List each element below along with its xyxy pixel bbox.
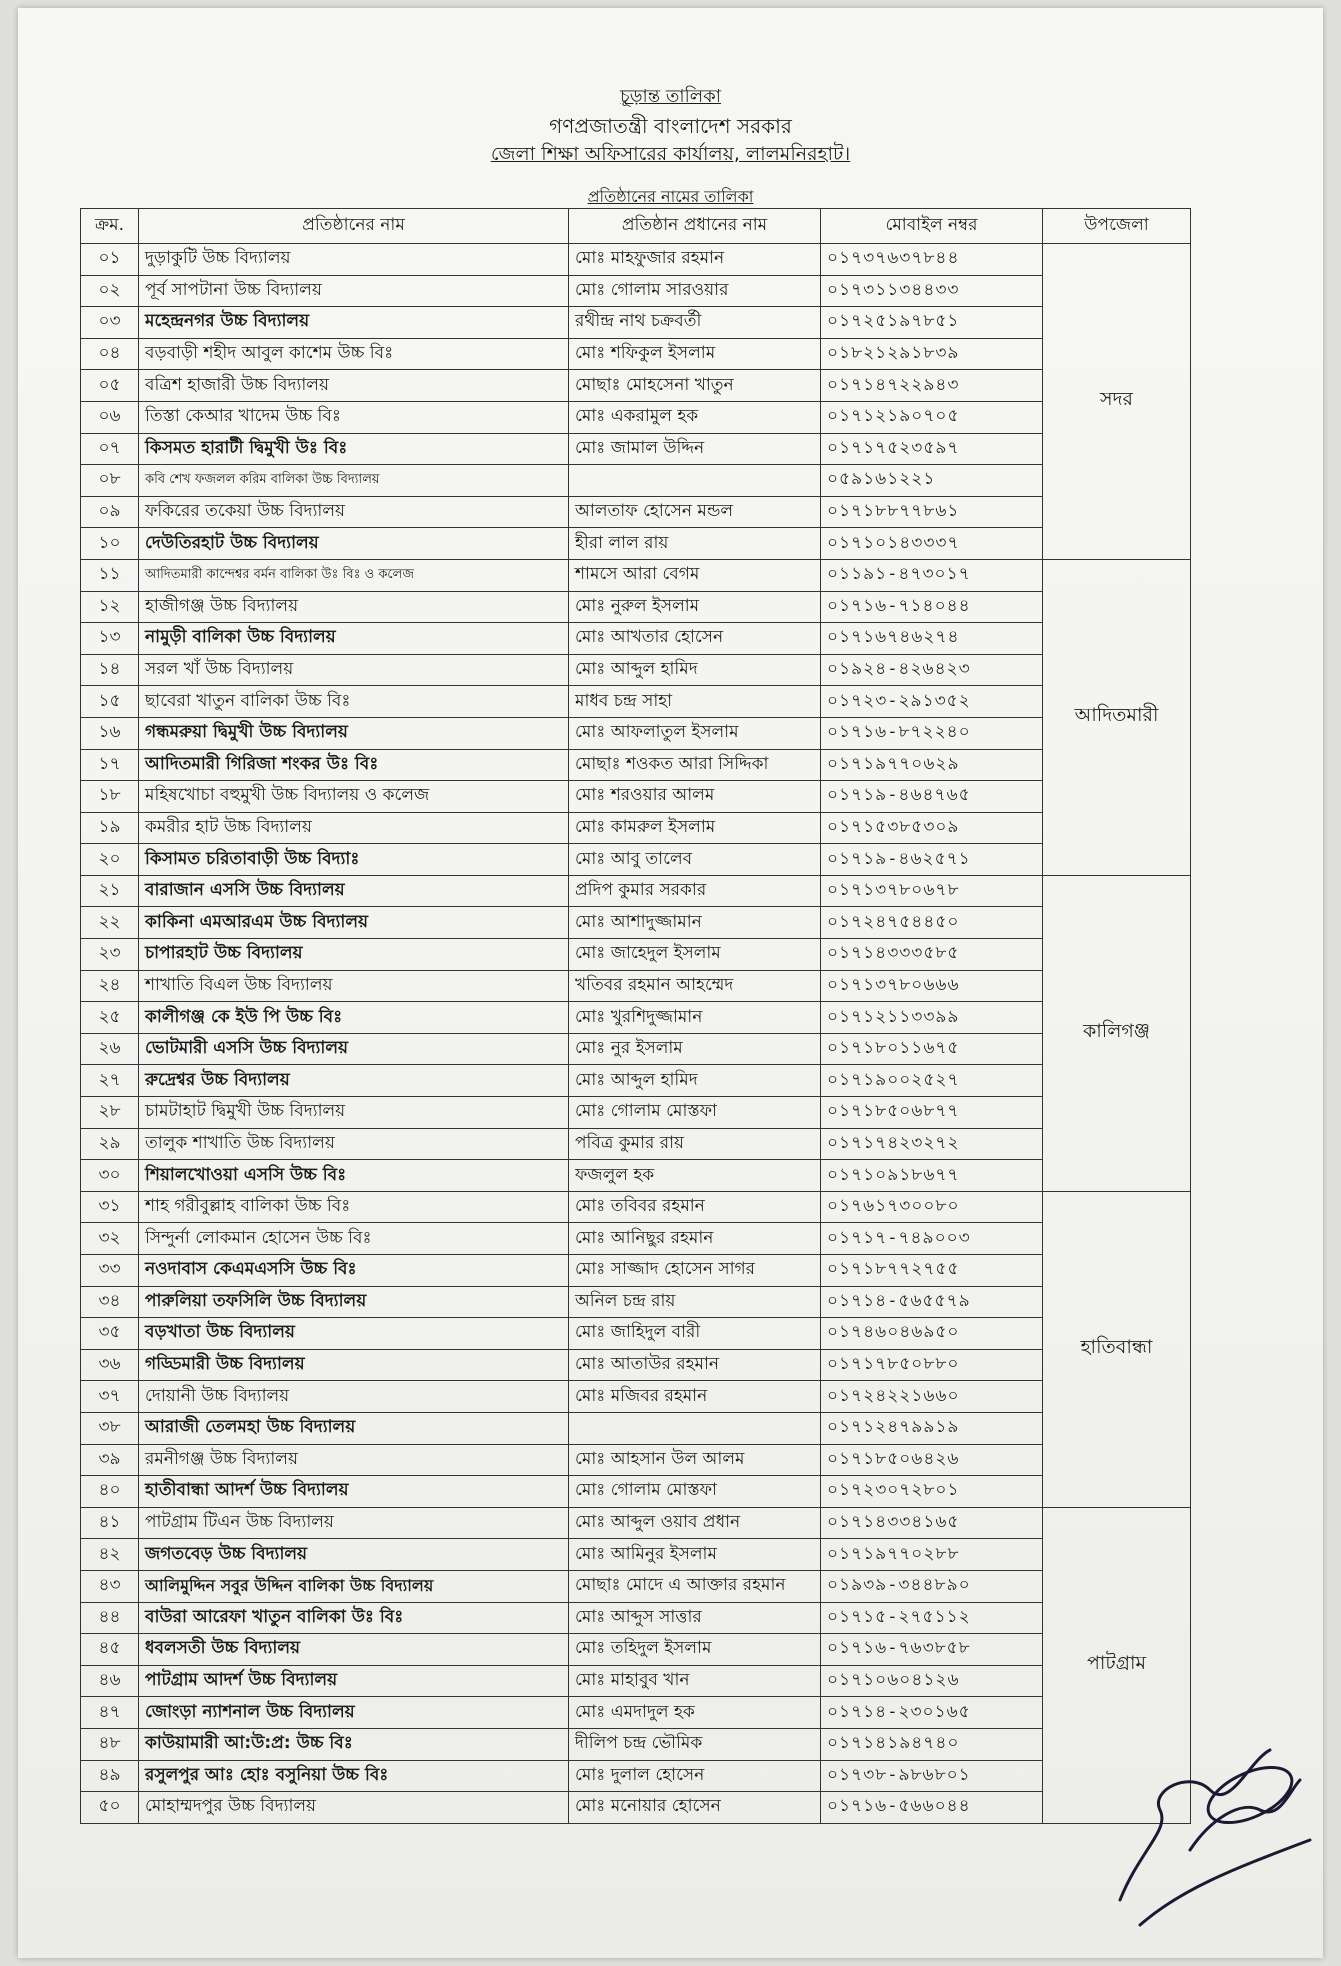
- head-name-cell: মোঃ আব্দুস সাত্তার: [569, 1602, 821, 1634]
- institution-name-cell: রমনীগঞ্জ উচ্চ বিদ্যালয়: [139, 1444, 569, 1476]
- institution-name-cell: কিসামত চরিতাবাড়ী উচ্চ বিদ্যাঃ: [139, 844, 569, 876]
- head-name-cell: রথীন্দ্র নাথ চক্রবর্তী: [569, 307, 821, 339]
- head-name-cell: ফজলুল হক: [569, 1160, 821, 1192]
- head-name-cell: মোঃ আহসান উল আলম: [569, 1444, 821, 1476]
- head-name-cell: মোঃ মনোয়ার হোসেন: [569, 1792, 821, 1824]
- serial-cell: ০৫: [81, 370, 139, 402]
- upazila-cell: পাটগ্রাম: [1043, 1507, 1191, 1823]
- institution-name-cell: দোয়ানী উচ্চ বিদ্যালয়: [139, 1381, 569, 1413]
- mobile-cell: ০১৭১৭৪২৩২৭২: [821, 1128, 1043, 1160]
- head-name-cell: মোঃ গোলাম সারওয়ার: [569, 275, 821, 307]
- head-name-cell: অনিল চন্দ্র রায়: [569, 1286, 821, 1318]
- mobile-cell: ০১৭৩৭৬৩৭৮৪৪: [821, 244, 1043, 276]
- mobile-cell: ০১৭১০৯১৮৬৭৭: [821, 1160, 1043, 1192]
- serial-cell: ১৩: [81, 623, 139, 655]
- institution-name-cell: তালুক শাখাতি উচ্চ বিদ্যালয়: [139, 1128, 569, 1160]
- serial-cell: ১২: [81, 591, 139, 623]
- institution-table: [80, 208, 1191, 1824]
- head-name-cell: মোঃ নুর ইসলাম: [569, 1033, 821, 1065]
- mobile-cell: ০১৭১০১৪৩৩৩৭: [821, 528, 1043, 560]
- mobile-cell: ০১৭১৭৮৫০৮৮০: [821, 1349, 1043, 1381]
- table-row: [81, 496, 1191, 528]
- table-row: [81, 781, 1191, 813]
- institution-name-cell: চাপারহাট উচ্চ বিদ্যালয়: [139, 939, 569, 971]
- table-row: [81, 1065, 1191, 1097]
- institution-name-cell: বাউরা আরেফা খাতুন বালিকা উঃ বিঃ: [139, 1602, 569, 1634]
- serial-cell: ২৮: [81, 1097, 139, 1129]
- institution-name-cell: হাজীগঞ্জ উচ্চ বিদ্যালয়: [139, 591, 569, 623]
- mobile-cell: ০১৭১৯-৪৬৪৭৬৫: [821, 781, 1043, 813]
- mobile-cell: ০১৭১৯০০২৫২৭: [821, 1065, 1043, 1097]
- head-name-cell: মোঃ নুরুল ইসলাম: [569, 591, 821, 623]
- doc-subtitle: প্রতিষ্ঠানের নামের তালিকা: [587, 187, 754, 206]
- mobile-cell: ০১৭১৯৭৭০৬২৯: [821, 749, 1043, 781]
- institution-name-cell: মহিষখোচা বহুমুখী উচ্চ বিদ্যালয় ও কলেজ: [139, 781, 569, 813]
- mobile-cell: ০১৭১৮০১১৬৭৫: [821, 1033, 1043, 1065]
- institution-name-cell: মোহাম্মদপুর উচ্চ বিদ্যালয়: [139, 1792, 569, 1824]
- head-name-cell: মোঃ খুরশিদুজ্জামান: [569, 1002, 821, 1034]
- col-institution: প্রতিষ্ঠানের নাম: [139, 209, 569, 244]
- institution-name-cell: নামুড়ী বালিকা উচ্চ বিদ্যালয়: [139, 623, 569, 655]
- mobile-cell: ০১৭২৩-২৯১৩৫২: [821, 686, 1043, 718]
- table-row: [81, 1255, 1191, 1287]
- head-name-cell: মোঃ এমদাদুল হক: [569, 1697, 821, 1729]
- head-name-cell: মোঃ দুলাল হোসেন: [569, 1760, 821, 1792]
- head-name-cell: মোঃ আব্দুল ওয়াব প্রধান: [569, 1507, 821, 1539]
- serial-cell: ২৬: [81, 1033, 139, 1065]
- table-row: [81, 623, 1191, 655]
- head-name-cell: আলতাফ হোসেন মন্ডল: [569, 496, 821, 528]
- institution-name-cell: আদিতমারী গিরিজা শংকর উঃ বিঃ: [139, 749, 569, 781]
- table-row: [81, 1728, 1191, 1760]
- upazila-cell: সদর: [1043, 244, 1191, 560]
- mobile-cell: ০১৭১৯৭৭০২৮৮: [821, 1539, 1043, 1571]
- institution-name-cell: বত্রিশ হাজারী উচ্চ বিদ্যালয়: [139, 370, 569, 402]
- serial-cell: ৪১: [81, 1507, 139, 1539]
- institution-name-cell: সিন্দুর্না লোকমান হোসেন উচ্চ বিঃ: [139, 1223, 569, 1255]
- mobile-cell: ০১৭১৬-৫৬৬০৪৪: [821, 1792, 1043, 1824]
- head-name-cell: মোঃ আব্দুল হামিদ: [569, 1065, 821, 1097]
- col-upazila: উপজেলা: [1043, 209, 1191, 244]
- head-name-cell: মোঃ মাহফুজার রহমান: [569, 244, 821, 276]
- institution-name-cell: দুড়াকুটি উচ্চ বিদ্যালয়: [139, 244, 569, 276]
- table-row: [81, 686, 1191, 718]
- table-row: [81, 1223, 1191, 1255]
- serial-cell: ১৪: [81, 654, 139, 686]
- table-row: [81, 370, 1191, 402]
- mobile-cell: ০১৭৪৬০৪৬৯৫০: [821, 1318, 1043, 1350]
- institution-name-cell: ফকিরের তকেয়া উচ্চ বিদ্যালয়: [139, 496, 569, 528]
- serial-cell: ৪২: [81, 1539, 139, 1571]
- serial-cell: ৩৮: [81, 1412, 139, 1444]
- institution-name-cell: পাটগ্রাম টিএন উচ্চ বিদ্যালয়: [139, 1507, 569, 1539]
- table-row: [81, 717, 1191, 749]
- serial-cell: ৪৫: [81, 1634, 139, 1666]
- table-row: [81, 307, 1191, 339]
- mobile-cell: ০১৭১৬৭৪৬২৭৪: [821, 623, 1043, 655]
- serial-cell: ৫০: [81, 1792, 139, 1824]
- serial-cell: ০৩: [81, 307, 139, 339]
- head-name-cell: মোঃ মাহাবুব খান: [569, 1665, 821, 1697]
- institution-name-cell: সরল খাঁ উচ্চ বিদ্যালয়: [139, 654, 569, 686]
- table-row: [81, 1665, 1191, 1697]
- mobile-cell: ০১৭২৪২২১৬৬০: [821, 1381, 1043, 1413]
- head-name-cell: মোঃ গোলাম মোস্তফা: [569, 1476, 821, 1508]
- serial-cell: ৩৪: [81, 1286, 139, 1318]
- table-row: [81, 1507, 1191, 1539]
- table-row: [81, 844, 1191, 876]
- mobile-cell: ০১৭১৪৩৩৪১৬৫: [821, 1507, 1043, 1539]
- mobile-cell: ০১৭১৬-৭৬৩৮৫৮: [821, 1634, 1043, 1666]
- serial-cell: ০১: [81, 244, 139, 276]
- table-row: [81, 1349, 1191, 1381]
- institution-name-cell: বারাজান এসসি উচ্চ বিদ্যালয়: [139, 875, 569, 907]
- table-row: [81, 1412, 1191, 1444]
- mobile-cell: ০১৭২৫১৯৭৮৫১: [821, 307, 1043, 339]
- head-name-cell: মোঃ আবু তালেব: [569, 844, 821, 876]
- mobile-cell: ০১১৯১-৪৭৩০১৭: [821, 559, 1043, 591]
- serial-cell: ১১: [81, 559, 139, 591]
- upazila-cell: হাতিবান্ধা: [1043, 1191, 1191, 1507]
- head-name-cell: [569, 1412, 821, 1444]
- mobile-cell: ০১৭১৫৩৮৫৩০৯: [821, 812, 1043, 844]
- institution-name-cell: মহেন্দ্রনগর উচ্চ বিদ্যালয়: [139, 307, 569, 339]
- head-name-cell: শামসে আরা বেগম: [569, 559, 821, 591]
- serial-cell: ৪০: [81, 1476, 139, 1508]
- head-name-cell: মোছাঃ মোহসেনা খাতুন: [569, 370, 821, 402]
- mobile-cell: ০১৭১৪-২৩০১৬৫: [821, 1697, 1043, 1729]
- head-name-cell: মোঃ শরওয়ার আলম: [569, 781, 821, 813]
- serial-cell: ০৬: [81, 401, 139, 433]
- table-row: [81, 907, 1191, 939]
- table-row: [81, 1634, 1191, 1666]
- mobile-cell: ০১৭১৮৭৭২৭৫৫: [821, 1255, 1043, 1287]
- table-row: [81, 528, 1191, 560]
- table-row: [81, 465, 1191, 497]
- serial-cell: ৪৭: [81, 1697, 139, 1729]
- table-row: [81, 812, 1191, 844]
- table-row: [81, 433, 1191, 465]
- table-row: [81, 559, 1191, 591]
- table-row: [81, 1476, 1191, 1508]
- institution-name-cell: রসুলপুর আঃ হোঃ বসুনিয়া উচ্চ বিঃ: [139, 1760, 569, 1792]
- table-row: [81, 244, 1191, 276]
- institution-name-cell: ভোটমারী এসসি উচ্চ বিদ্যালয়: [139, 1033, 569, 1065]
- institution-name-cell: কাকিনা এমআরএম উচ্চ বিদ্যালয়: [139, 907, 569, 939]
- table-row: [81, 1381, 1191, 1413]
- institution-name-cell: তিস্তা কেআর খাদেম উচ্চ বিঃ: [139, 401, 569, 433]
- institution-name-cell: শাখাতি বিএল উচ্চ বিদ্যালয়: [139, 970, 569, 1002]
- institution-name-cell: জগতবেড় উচ্চ বিদ্যালয়: [139, 1539, 569, 1571]
- head-name-cell: মোঃ আশাদুজ্জামান: [569, 907, 821, 939]
- serial-cell: ৪৪: [81, 1602, 139, 1634]
- head-name-cell: খতিবর রহমান আহম্মেদ: [569, 970, 821, 1002]
- upazila-cell: আদিতমারী: [1043, 559, 1191, 875]
- serial-cell: ২১: [81, 875, 139, 907]
- mobile-cell: ০১৯২৪-৪২৬৪২৩: [821, 654, 1043, 686]
- table-row: [81, 1602, 1191, 1634]
- head-name-cell: মোঃ মজিবর রহমান: [569, 1381, 821, 1413]
- serial-cell: ০৭: [81, 433, 139, 465]
- mobile-cell: ০১৭৩৮-৯৮৬৮০১: [821, 1760, 1043, 1792]
- mobile-cell: ০১৭১৬-৭১৪০৪৪: [821, 591, 1043, 623]
- serial-cell: ১৯: [81, 812, 139, 844]
- institution-name-cell: বড়খাতা উচ্চ বিদ্যালয়: [139, 1318, 569, 1350]
- doc-office: জেলা শিক্ষা অফিসারের কার্যালয়, লালমনিরহাট।: [490, 143, 851, 165]
- institution-name-cell: জোংড়া ন্যাশনাল উচ্চ বিদ্যালয়: [139, 1697, 569, 1729]
- head-name-cell: পবিত্র কুমার রায়: [569, 1128, 821, 1160]
- table-row: [81, 1128, 1191, 1160]
- head-name-cell: মোঃ তহিদুল ইসলাম: [569, 1634, 821, 1666]
- table-row: [81, 1033, 1191, 1065]
- serial-cell: ১০: [81, 528, 139, 560]
- institution-name-cell: গন্ধমরুয়া দ্বিমুখী উচ্চ বিদ্যালয়: [139, 717, 569, 749]
- table-header-row: [81, 209, 1191, 244]
- table-row: [81, 654, 1191, 686]
- mobile-cell: ০১৭১৩৭৮০৬৬৬: [821, 970, 1043, 1002]
- serial-cell: ১৬: [81, 717, 139, 749]
- table-row: [81, 1097, 1191, 1129]
- head-name-cell: [569, 465, 821, 497]
- mobile-cell: ০১৭১৯-৪৬২৫৭১: [821, 844, 1043, 876]
- institution-name-cell: পূর্ব সাপটানা উচ্চ বিদ্যালয়: [139, 275, 569, 307]
- mobile-cell: ০৫৯১৬১২২১: [821, 465, 1043, 497]
- mobile-cell: ০১৭১৪৭২২৯৪৩: [821, 370, 1043, 402]
- head-name-cell: মোঃ গোলাম মোস্তফা: [569, 1097, 821, 1129]
- doc-government: গণপ্রজাতন্ত্রী বাংলাদেশ সরকার: [549, 114, 792, 138]
- table-row: [81, 1002, 1191, 1034]
- serial-cell: ০৯: [81, 496, 139, 528]
- serial-cell: ৪৩: [81, 1570, 139, 1602]
- mobile-cell: ০১৭১৭-৭৪৯০০৩: [821, 1223, 1043, 1255]
- table-row: [81, 401, 1191, 433]
- serial-cell: ৩৬: [81, 1349, 139, 1381]
- serial-cell: ২৯: [81, 1128, 139, 1160]
- serial-cell: ১৮: [81, 781, 139, 813]
- institution-name-cell: গড্ডিমারী উচ্চ বিদ্যালয়: [139, 1349, 569, 1381]
- head-name-cell: মোঃ আনিছুর রহমান: [569, 1223, 821, 1255]
- institution-name-cell: শিয়ালখোওয়া এসসি উচ্চ বিঃ: [139, 1160, 569, 1192]
- mobile-cell: ০১৭১৪-৫৬৫৫৭৯: [821, 1286, 1043, 1318]
- table-row: [81, 1539, 1191, 1571]
- head-name-cell: মোছাঃ শওকত আরা সিদ্দিকা: [569, 749, 821, 781]
- table-row: [81, 939, 1191, 971]
- table-row: [81, 1160, 1191, 1192]
- table-row: [81, 1760, 1191, 1792]
- institution-name-cell: আলিমুদ্দিন সবুর উদ্দিন বালিকা উচ্চ বিদ্যালয়: [139, 1570, 569, 1602]
- head-name-cell: মোঃ আখতার হোসেন: [569, 623, 821, 655]
- mobile-cell: ০১৭১৫-২৭৫১১২: [821, 1602, 1043, 1634]
- head-name-cell: মোঃ জাহেদুল ইসলাম: [569, 939, 821, 971]
- head-name-cell: প্রদিপ কুমার সরকার: [569, 875, 821, 907]
- table-row: [81, 275, 1191, 307]
- mobile-cell: ০১৭৬১৭৩০০৮০: [821, 1191, 1043, 1223]
- table-row: [81, 591, 1191, 623]
- table-row: [81, 1286, 1191, 1318]
- serial-cell: ৪৯: [81, 1760, 139, 1792]
- institution-name-cell: রুদ্রেশ্বর উচ্চ বিদ্যালয়: [139, 1065, 569, 1097]
- serial-cell: ২০: [81, 844, 139, 876]
- mobile-cell: ০১৭১৮৫০৬৪২৬: [821, 1444, 1043, 1476]
- institution-name-cell: হাতীবান্ধা আদর্শ উচ্চ বিদ্যালয়: [139, 1476, 569, 1508]
- col-serial: ক্রম.: [81, 209, 139, 244]
- doc-label: চূড়ান্ত তালিকা: [619, 86, 721, 107]
- mobile-cell: ০১৭১০৬০৪১২৬: [821, 1665, 1043, 1697]
- institution-name-cell: কিসমত হারাটী দ্বিমুখী উঃ বিঃ: [139, 433, 569, 465]
- serial-cell: ০৮: [81, 465, 139, 497]
- mobile-cell: ০১৭১২৪৭৯৯১৯: [821, 1412, 1043, 1444]
- head-name-cell: মাধব চন্দ্র সাহা: [569, 686, 821, 718]
- serial-cell: ৩১: [81, 1191, 139, 1223]
- mobile-cell: ০১৮২১২৯১৮৩৯: [821, 338, 1043, 370]
- institution-name-cell: ছাবেরা খাতুন বালিকা উচ্চ বিঃ: [139, 686, 569, 718]
- institution-name-cell: চামটাহাট দ্বিমুখী উচ্চ বিদ্যালয়: [139, 1097, 569, 1129]
- serial-cell: ৩২: [81, 1223, 139, 1255]
- head-name-cell: মোঃ জামাল উদ্দিন: [569, 433, 821, 465]
- institution-name-cell: কমরীর হাট উচ্চ বিদ্যালয়: [139, 812, 569, 844]
- mobile-cell: ০১৭১৮৮৭৭৮৬১: [821, 496, 1043, 528]
- mobile-cell: ০১৭১৬-৮৭২২৪০: [821, 717, 1043, 749]
- serial-cell: ৪৮: [81, 1728, 139, 1760]
- serial-cell: ৩৯: [81, 1444, 139, 1476]
- institution-name-cell: ধবলসতী উচ্চ বিদ্যালয়: [139, 1634, 569, 1666]
- head-name-cell: মোঃ আব্দুল হামিদ: [569, 654, 821, 686]
- serial-cell: ৩০: [81, 1160, 139, 1192]
- serial-cell: ৪৬: [81, 1665, 139, 1697]
- mobile-cell: ০১৭১২১১৩৩৯৯: [821, 1002, 1043, 1034]
- serial-cell: ২২: [81, 907, 139, 939]
- serial-cell: ১৭: [81, 749, 139, 781]
- mobile-cell: ০১৭১২১৯০৭০৫: [821, 401, 1043, 433]
- institution-name-cell: আদিতমারী কান্দেশ্বর বর্মন বালিকা উঃ বিঃ ও কলেজ: [139, 559, 569, 591]
- mobile-cell: ০১৭২৩০৭২৮০১: [821, 1476, 1043, 1508]
- head-name-cell: মোঃ আমিনুর ইসলাম: [569, 1539, 821, 1571]
- head-name-cell: মোঃ শফিকুল ইসলাম: [569, 338, 821, 370]
- serial-cell: ০২: [81, 275, 139, 307]
- table-row: [81, 749, 1191, 781]
- col-head-name: প্রতিষ্ঠান প্রধানের নাম: [569, 209, 821, 244]
- head-name-cell: মোঃ আতাউর রহমান: [569, 1349, 821, 1381]
- serial-cell: ৩৭: [81, 1381, 139, 1413]
- institution-name-cell: কবি শেখ ফজলল করিম বালিকা উচ্চ বিদ্যালয়: [139, 465, 569, 497]
- head-name-cell: মোঃ আফলাতুল ইসলাম: [569, 717, 821, 749]
- serial-cell: ২৭: [81, 1065, 139, 1097]
- serial-cell: ২৫: [81, 1002, 139, 1034]
- mobile-cell: ০১৭১৮৫০৬৮৭৭: [821, 1097, 1043, 1129]
- institution-name-cell: কাউয়ামারী আ:উ:প্র: উচ্চ বিঃ: [139, 1728, 569, 1760]
- head-name-cell: মোঃ জাহিদুল বারী: [569, 1318, 821, 1350]
- table-row: [81, 1792, 1191, 1824]
- table-row: [81, 1444, 1191, 1476]
- table-row: [81, 970, 1191, 1002]
- upazila-cell: কালিগঞ্জ: [1043, 875, 1191, 1191]
- serial-cell: ০৪: [81, 338, 139, 370]
- mobile-cell: ০১৭২৪৭৫৪৪৫০: [821, 907, 1043, 939]
- table-row: [81, 875, 1191, 907]
- head-name-cell: হীরা লাল রায়: [569, 528, 821, 560]
- institution-name-cell: নওদাবাস কেএমএসসি উচ্চ বিঃ: [139, 1255, 569, 1287]
- institution-name-cell: শাহ গরীবুল্লাহ বালিকা উচ্চ বিঃ: [139, 1191, 569, 1223]
- institution-name-cell: পাটগ্রাম আদর্শ উচ্চ বিদ্যালয়: [139, 1665, 569, 1697]
- institution-name-cell: কালীগঞ্জ কে ইউ পি উচ্চ বিঃ: [139, 1002, 569, 1034]
- head-name-cell: দীলিপ চন্দ্র ভৌমিক: [569, 1728, 821, 1760]
- serial-cell: ২৪: [81, 970, 139, 1002]
- serial-cell: ১৫: [81, 686, 139, 718]
- head-name-cell: মোঃ সাজ্জাদ হোসেন সাগর: [569, 1255, 821, 1287]
- signature-stamp: [1100, 1700, 1320, 1940]
- institution-name-cell: বড়বাড়ী শহীদ আবুল কাশেম উচ্চ বিঃ: [139, 338, 569, 370]
- table-row: [81, 1570, 1191, 1602]
- mobile-cell: ০১৯৩৯-৩৪৪৮৯০: [821, 1570, 1043, 1602]
- head-name-cell: মোঃ কামরুল ইসলাম: [569, 812, 821, 844]
- serial-cell: ২৩: [81, 939, 139, 971]
- institution-name-cell: দেউতিরহাট উচ্চ বিদ্যালয়: [139, 528, 569, 560]
- head-name-cell: মোছাঃ মোদে এ আক্তার রহমান: [569, 1570, 821, 1602]
- mobile-cell: ০১৭১৩৭৮০৬৭৮: [821, 875, 1043, 907]
- mobile-cell: ০১৭১৭৫২৩৫৯৭: [821, 433, 1043, 465]
- institution-name-cell: আরাজী তেলমহা উচ্চ বিদ্যালয়: [139, 1412, 569, 1444]
- institution-name-cell: পারুলিয়া তফসিলি উচ্চ বিদ্যালয়: [139, 1286, 569, 1318]
- head-name-cell: মোঃ তবিবর রহমান: [569, 1191, 821, 1223]
- col-mobile: মোবাইল নম্বর: [821, 209, 1043, 244]
- table-row: [81, 1697, 1191, 1729]
- mobile-cell: ০১৭৩১১৩৪৪৩৩: [821, 275, 1043, 307]
- serial-cell: ৩৫: [81, 1318, 139, 1350]
- mobile-cell: ০১৭১৪৩৩৩৫৮৫: [821, 939, 1043, 971]
- mobile-cell: ০১৭১৪১৯৪৭৪০: [821, 1728, 1043, 1760]
- table-row: [81, 338, 1191, 370]
- table-row: [81, 1191, 1191, 1223]
- table-row: [81, 1318, 1191, 1350]
- head-name-cell: মোঃ একরামুল হক: [569, 401, 821, 433]
- serial-cell: ৩৩: [81, 1255, 139, 1287]
